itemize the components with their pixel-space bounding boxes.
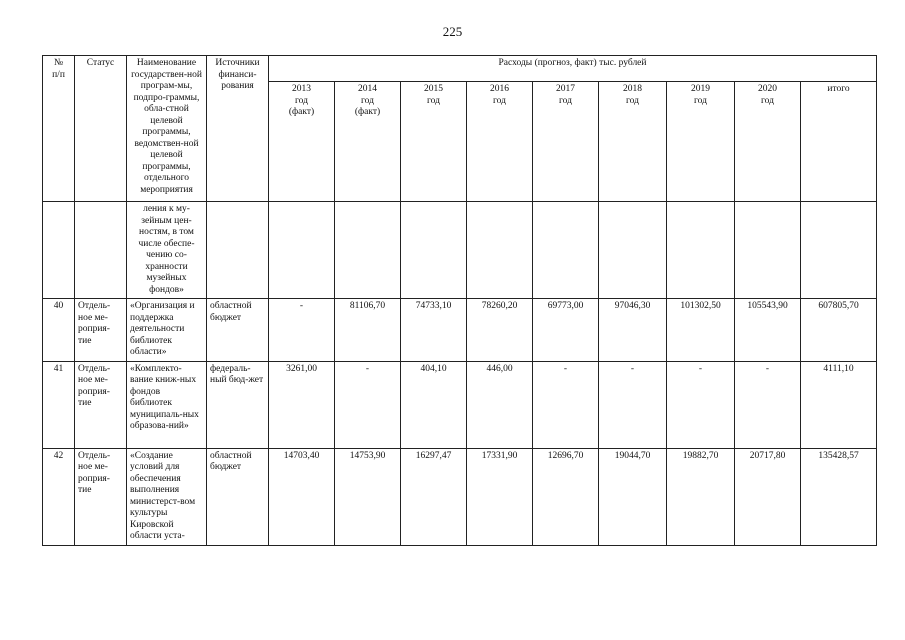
header-num: № п/п [43, 56, 75, 202]
header-name: Наименование государствен-ной програм-мы, подпро-граммы, обла-стной целевой программы, ведомствен-ной целевой программы, отдельного мероприятия [127, 56, 207, 202]
cell-value: 74733,10 [401, 299, 467, 362]
cell-status: Отдель-ное ме-роприя-тие [75, 361, 127, 448]
cell-total: 607805,70 [801, 299, 877, 362]
cell-source [207, 202, 269, 299]
table-row [43, 448, 877, 545]
continuation-row [43, 202, 877, 299]
cell-value [269, 202, 335, 299]
cell-value: 20717,80 [735, 448, 801, 545]
table-row [43, 299, 877, 362]
cell-value [735, 202, 801, 299]
header-expenses: Расходы (прогноз, факт) тыс. рублей [269, 56, 877, 82]
header-year: 2020 год [735, 82, 801, 202]
cell-name: ления к му-зейным цен-ностям, в том числе обеспе-чению со-хранности музейных фондов» [127, 202, 207, 299]
cell-value: - [599, 361, 667, 448]
cell-value: - [533, 361, 599, 448]
cell-value [467, 202, 533, 299]
cell-value: 14753,90 [335, 448, 401, 545]
cell-source: федераль-ный бюд-жет [207, 361, 269, 448]
cell-value: - [269, 299, 335, 362]
cell-source: областной бюджет [207, 448, 269, 545]
page-number: 225 [442, 24, 463, 39]
cell-value [599, 202, 667, 299]
cell-name: «Создание условий для обеспечения выполнения министерст-вом культуры Кировской области уста- [127, 448, 207, 545]
cell-name: «Комплекто-вание книж-ных фондов библиотек муниципаль-ных образова-ний» [127, 361, 207, 448]
cell-total: 4111,10 [801, 361, 877, 448]
cell-value: 81106,70 [335, 299, 401, 362]
cell-value: 3261,00 [269, 361, 335, 448]
cell-value: 101302,50 [667, 299, 735, 362]
cell-value: - [667, 361, 735, 448]
header-source: Источники финанси-рования [207, 56, 269, 202]
header-year: 2019 год [667, 82, 735, 202]
cell-value [401, 202, 467, 299]
header-status: Статус [75, 56, 127, 202]
expenses-table [42, 55, 877, 546]
cell-status [75, 202, 127, 299]
cell-total [801, 202, 877, 299]
header-row-1 [43, 56, 877, 82]
cell-value: - [735, 361, 801, 448]
cell-value [667, 202, 735, 299]
cell-num: 40 [43, 299, 75, 362]
cell-status: Отдель-ное ме-роприя-тие [75, 448, 127, 545]
header-total: итого [801, 82, 877, 202]
header-year: 2018 год [599, 82, 667, 202]
header-year: 2016 год [467, 82, 533, 202]
cell-name: «Организация и поддержка деятельности библиотек области» [127, 299, 207, 362]
cell-value: - [335, 361, 401, 448]
cell-status: Отдель-ное ме-роприя-тие [75, 299, 127, 362]
cell-source: областной бюджет [207, 299, 269, 362]
cell-value: 14703,40 [269, 448, 335, 545]
cell-value: 19882,70 [667, 448, 735, 545]
cell-value: 12696,70 [533, 448, 599, 545]
cell-value: 446,00 [467, 361, 533, 448]
header-year: 2013 год (факт) [269, 82, 335, 202]
cell-value: 17331,90 [467, 448, 533, 545]
cell-value: 19044,70 [599, 448, 667, 545]
cell-value: 97046,30 [599, 299, 667, 362]
header-year: 2017 год [533, 82, 599, 202]
cell-total: 135428,57 [801, 448, 877, 545]
header-year: 2015 год [401, 82, 467, 202]
cell-num [43, 202, 75, 299]
cell-num: 41 [43, 361, 75, 448]
cell-value: 105543,90 [735, 299, 801, 362]
header-year: 2014 год (факт) [335, 82, 401, 202]
cell-value [335, 202, 401, 299]
cell-value [533, 202, 599, 299]
cell-value: 69773,00 [533, 299, 599, 362]
table-row [43, 361, 877, 448]
cell-value: 404,10 [401, 361, 467, 448]
cell-value: 16297,47 [401, 448, 467, 545]
cell-num: 42 [43, 448, 75, 545]
cell-value: 78260,20 [467, 299, 533, 362]
